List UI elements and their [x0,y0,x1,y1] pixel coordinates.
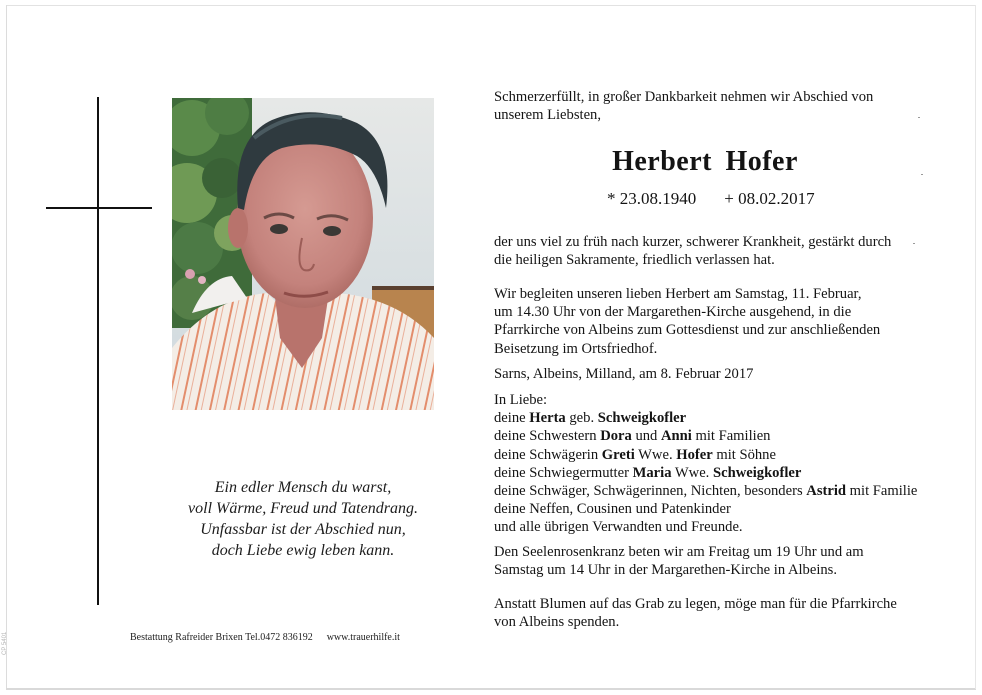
scan-speck [921,174,923,175]
page-edge-bottom [6,688,976,690]
text-line: um 14.30 Uhr von der Margarethen-Kirche ausgehend, in die [494,304,852,321]
mourner-text: deine Schwägerin [494,446,602,463]
poem-line: voll Wärme, Freud und Tatendrang. [188,500,418,517]
mourners-heading: In Liebe: [494,392,548,408]
text-line: von Albeins spenden. [494,614,620,631]
portrait-photo [172,98,434,410]
mourner-name: Dora [600,428,632,445]
mourner-name: Greti [601,446,635,463]
passing-paragraph [494,233,944,269]
mourner-line [494,500,944,518]
mourner-line [494,464,944,482]
mourner-text: und [631,428,661,445]
memorial-poem [150,477,456,561]
portrait-illustration [172,98,434,410]
mourner-line [494,482,944,500]
page-edge-top [6,5,976,6]
text-line: Pfarrkirche von Albeins zum Gottesdienst und zur anschließenden [494,322,881,339]
right-eye [323,226,341,236]
text-line: Den Seelenrosenkranz beten wir am Freitag um 19 Uhr und am [494,544,864,560]
funeral-paragraph [494,285,944,358]
mourner-text: geb. [565,410,598,427]
mourner-text: mit Familie [846,483,918,500]
mourner-line [494,446,944,464]
mourner-name: Hofer [676,446,713,463]
poem-line: doch Liebe ewig leben kann. [211,542,395,559]
poem-line: Ein edler Mensch du warst, [214,479,392,496]
mourners-list [494,391,944,537]
scan-speck [918,117,920,118]
intro-line: Schmerzerfüllt, in großer Dankbarkeit nehmen wir Abschied von [494,89,874,105]
mourner-text: deine Schwiegermutter [494,464,633,481]
death-date: + 08.02.2017 [724,189,815,208]
cross-horizontal-bar [46,207,152,209]
undertaker-contact: Bestattung Rafreider Brixen Tel.0472 836192 [130,632,313,643]
text-line: der uns viel zu früh nach kurzer, schwerer Krankheit, gestärkt durch [494,234,892,250]
mourner-name: Anni [661,428,692,445]
text-line: Wir begleiten unseren lieben Herbert am Samstag, 11. Februar, [494,286,862,302]
birth-date: * 23.08.1940 [607,189,697,208]
scan-speck [913,243,915,244]
mourner-name: Schweigkofler [597,410,687,427]
mourner-name: Maria [632,464,672,481]
print-code-mark: CP 5401 [2,631,8,655]
website-link[interactable]: www.trauerhilfe.it [326,632,400,643]
text-line: Samstag um 14 Uhr in der Margarethen-Kirche in Albeins. [494,562,838,579]
mourner-text: deine Schwestern [494,428,601,445]
mourner-text: Wwe. [671,464,713,481]
poem-line: Unfassbar ist der Abschied nun, [200,521,406,538]
mourner-text: und alle übrigen Verwandten und Freunde. [494,519,743,536]
mourner-name: Schweigkofler [712,464,802,481]
mourner-line [494,518,944,536]
life-dates [607,189,815,209]
mourner-name: Astrid [806,483,847,500]
mourner-rows [494,409,944,536]
mourner-text: deine Neffen, Cousinen und Patenkinder [494,501,731,518]
page-edge-right [975,5,976,689]
page-edge-left [6,5,7,689]
mourner-text: deine [494,410,530,427]
intro-line: unserem Liebsten, [494,107,601,123]
place-date [494,365,944,383]
cross-vertical-bar [97,97,99,605]
text-line: Beisetzung im Ortsfriedhof. [494,340,658,357]
text-line: Anstatt Blumen auf das Grab zu legen, möge man für die Pfarrkirche [494,596,897,612]
left-eye [270,224,288,234]
mourner-line [494,427,944,445]
mourner-line [494,409,944,427]
mourner-text: deine Schwäger, Schwägerinnen, Nichten, besonders [494,483,807,500]
deceased-name: Herbert Hofer [612,146,798,177]
intro-text [494,88,934,124]
undertaker-footer [130,632,400,643]
mourner-text: mit Söhne [712,446,776,463]
text-line: die heiligen Sakramente, friedlich verlassen hat. [494,252,775,269]
mourner-name: Herta [529,410,566,427]
donation-paragraph [494,595,944,631]
place-date-line: Sarns, Albeins, Milland, am 8. Februar 2017 [494,366,754,382]
rosary-paragraph [494,543,944,579]
mourner-text: mit Familien [691,428,771,445]
mourner-text: Wwe. [634,446,677,463]
